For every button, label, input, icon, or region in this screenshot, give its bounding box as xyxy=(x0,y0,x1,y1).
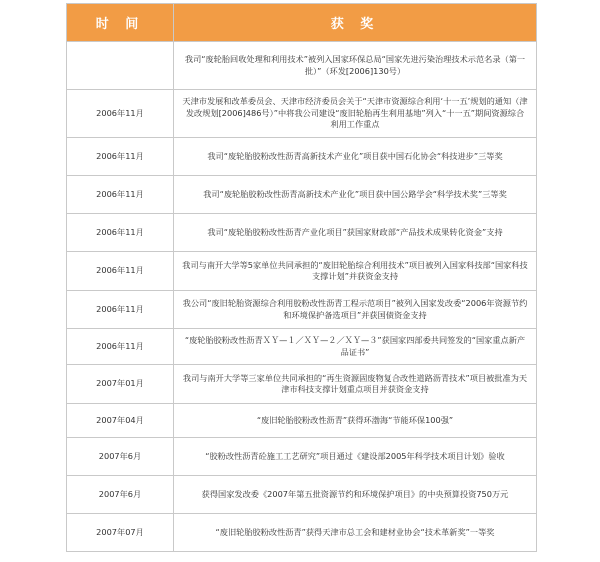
table-row xyxy=(67,329,537,365)
row-award: 获得国家发改委《2007年第五批资源节约和环境保护项目》的中央预算投资750万元 xyxy=(174,476,537,514)
row-time: 2006年11月 xyxy=(67,176,174,214)
row-award: 我司“废轮胎回收处理和利用技术”被列入国家环保总局“国家先进污染治理技术示范名录（第一批）”（环发[2006]130号） xyxy=(174,42,537,90)
table-row xyxy=(67,291,537,329)
row-award: “废旧轮胎胶粉改性沥青”获得环渤海“节能环保100强” xyxy=(174,404,537,438)
row-time: 2006年11月 xyxy=(67,291,174,329)
table-row xyxy=(67,138,537,176)
table-row xyxy=(67,438,537,476)
row-award: 我司“废轮胎胶粉改性沥青产业化项目”获国家财政部“产品技术成果转化资金”支持 xyxy=(174,214,537,252)
row-time: 2006年11月 xyxy=(67,329,174,365)
row-time: 2007年01月 xyxy=(67,365,174,404)
row-award: 我司与南开大学等5家单位共同承担的“废旧轮胎综合利用技术”项目被列入国家科技部“国家科技支撑计划”并获资金支持 xyxy=(174,252,537,291)
row-time: 2006年11月 xyxy=(67,214,174,252)
row-time: 2006年11月 xyxy=(67,138,174,176)
row-award: 我司“废轮胎胶粉改性沥青高新技术产业化”项目获中国石化协会“科技进步”三等奖 xyxy=(174,138,537,176)
row-award: “胶粉改性沥青砼施工工艺研究”项目通过《建设部2005年科学技术项目计划》验收 xyxy=(174,438,537,476)
awards-table xyxy=(66,3,537,552)
row-time: 2007年04月 xyxy=(67,404,174,438)
table-row xyxy=(67,90,537,138)
row-award: 我司与南开大学等三家单位共同承担的“再生资源固废物复合改性道路沥青技术”项目被批准为天津市科技支撑计划重点项目并获资金支持 xyxy=(174,365,537,404)
awards-table-container xyxy=(66,3,536,559)
table-row xyxy=(67,252,537,291)
table-row xyxy=(67,365,537,404)
table-header-row xyxy=(67,4,537,42)
row-award: “废旧轮胎胶粉改性沥青”获得天津市总工会和建材业协会“技术革新奖”一等奖 xyxy=(174,514,537,552)
table-row xyxy=(67,176,537,214)
row-time xyxy=(67,42,174,90)
row-award: 我司“废轮胎胶粉改性沥青高新技术产业化”项目获中国公路学会“科学技术奖”三等奖 xyxy=(174,176,537,214)
row-time: 2007年6月 xyxy=(67,438,174,476)
table-row xyxy=(67,404,537,438)
award-column-header: 获 奖 xyxy=(174,4,537,42)
table-row xyxy=(67,514,537,552)
table-row xyxy=(67,42,537,90)
row-award: 我公司“废旧轮胎资源综合利用胶粉改性沥青工程示范项目”被列入国家发改委“2006年资源节约和环境保护备选项目”并获国债资金支持 xyxy=(174,291,537,329)
row-time: 2007年6月 xyxy=(67,476,174,514)
table-row xyxy=(67,214,537,252)
row-award: 天津市发展和改革委员会、天津市经济委员会关于“天津市资源综合利用‘十一五’规划的通知（津发改规划[2006]486号）”中将我公司建设“废旧轮胎再生利用基地”列入“十一五”期间资源综合利用工作重点 xyxy=(174,90,537,138)
row-time: 2006年11月 xyxy=(67,90,174,138)
row-time: 2007年07月 xyxy=(67,514,174,552)
table-row xyxy=(67,476,537,514)
time-column-header: 时 间 xyxy=(67,4,174,42)
row-time: 2006年11月 xyxy=(67,252,174,291)
row-award: “废轮胎胶粉改性沥青ＸＹ—１／ＸＹ—２／ＸＹ—３”获国家四部委共同签发的“国家重点新产品证书” xyxy=(174,329,537,365)
